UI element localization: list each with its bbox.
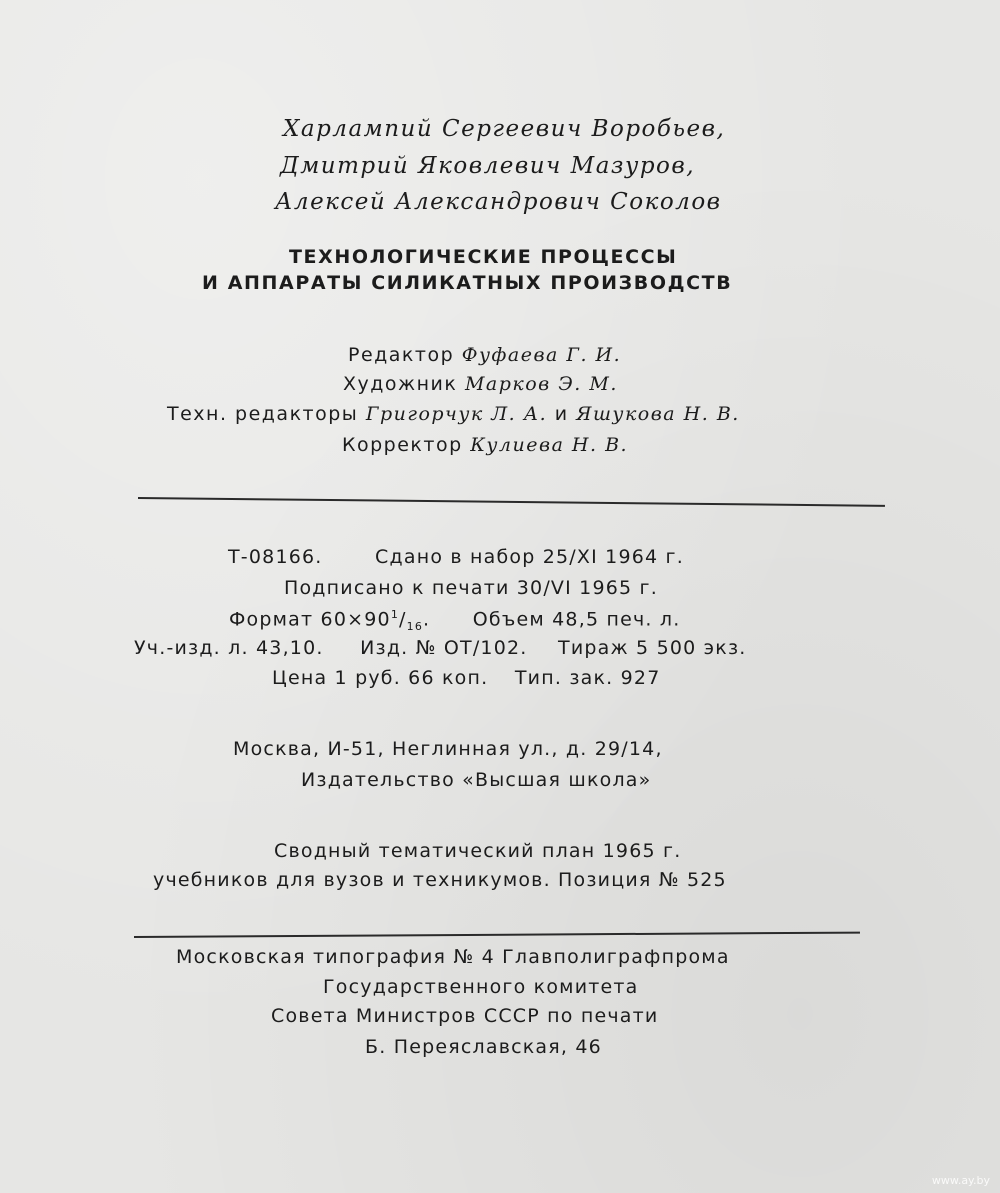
editor-name: Фуфаева Г. И.	[461, 344, 622, 366]
imprint-print-run: Тираж 5 500 экз.	[558, 637, 747, 659]
artist-credit	[343, 373, 618, 395]
publisher-name: Издательство «Высшая школа»	[301, 769, 652, 791]
imprint-price: Цена 1 руб. 66 коп.	[272, 667, 489, 689]
imprint-line-5	[272, 667, 660, 689]
book-title-line-2: И АППАРАТЫ СИЛИКАТНЫХ ПРОИЗВОДСТВ	[202, 272, 733, 294]
imprint-signed: Подписано к печати 30/VI 1965 г.	[284, 577, 658, 599]
printer-line-1: Московская типография № 4 Главполиграфпрома	[176, 946, 730, 968]
tech-editors-role: Техн. редакторы	[167, 403, 359, 425]
artist-name: Марков Э. М.	[464, 373, 618, 395]
artist-role: Художник	[343, 373, 458, 395]
imprint-format-slash: /	[399, 608, 407, 631]
tech-editors-credit	[167, 403, 740, 425]
imprint-code: Т-08166.	[228, 546, 323, 568]
watermark-text: www.ay.by	[931, 1174, 990, 1187]
imprint-submitted: Сдано в набор 25/XI 1964 г.	[375, 546, 684, 568]
editor-credit	[348, 344, 621, 366]
tech-editor-name-1: Григорчук Л. А.	[365, 403, 548, 425]
printer-line-4: Б. Переяславская, 46	[365, 1036, 602, 1058]
tech-editors-and: и	[554, 403, 569, 425]
author-3: Алексей Александрович Соколов	[275, 189, 722, 215]
imprint-format-dot: .	[423, 608, 431, 631]
imprint-order: Тип. зак. 927	[514, 667, 661, 689]
imprint-format-sup: 1	[390, 608, 400, 621]
imprint-line-3	[229, 608, 681, 633]
plan-line-2: учебников для вузов и техникумов. Позиция № 525	[153, 869, 727, 891]
tech-editor-name-2: Яшукова Н. В.	[576, 403, 740, 425]
imprint-format: Формат 60×90	[229, 608, 391, 631]
editor-role: Редактор	[348, 344, 455, 366]
imprint-format-sub: 16	[406, 620, 424, 634]
printer-line-3: Совета Министров СССР по печати	[271, 1005, 659, 1027]
printer-line-2: Государственного комитета	[323, 976, 639, 998]
imprint-pub-sheets: Уч.-изд. л. 43,10.	[134, 637, 324, 659]
book-title-line-1: ТЕХНОЛОГИЧЕСКИЕ ПРОЦЕССЫ	[289, 246, 678, 268]
proofreader-credit	[342, 434, 628, 456]
imprint-volume: Объем 48,5 печ. л.	[472, 608, 681, 631]
divider-bottom	[134, 932, 860, 938]
proofreader-role: Корректор	[342, 434, 463, 456]
author-1: Харлампий Сергеевич Воробьев,	[283, 116, 726, 142]
imprint-pub-no: Изд. № ОТ/102.	[360, 637, 528, 659]
author-2: Дмитрий Яковлевич Мазуров,	[280, 153, 696, 179]
plan-line-1: Сводный тематический план 1965 г.	[274, 840, 682, 862]
publisher-address: Москва, И-51, Неглинная ул., д. 29/14,	[233, 738, 663, 760]
imprint-line-4	[134, 637, 747, 659]
proofreader-name: Кулиева Н. В.	[470, 434, 629, 456]
divider-top	[138, 497, 885, 507]
imprint-line-1	[228, 546, 684, 568]
